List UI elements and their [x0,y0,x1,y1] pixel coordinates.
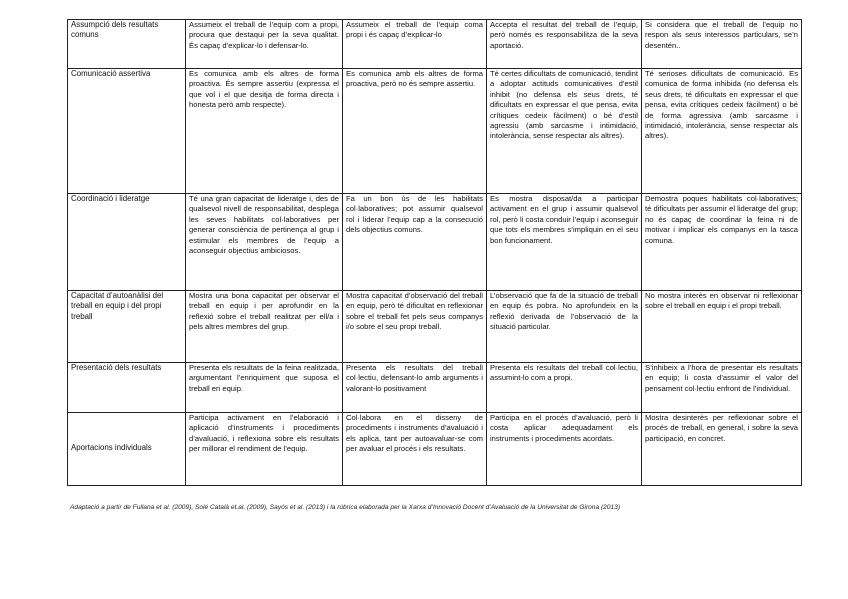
level-cell: Té certes dificultats de comunicació, tendint a adoptar actituds comunicatives d’estil inhibit (no defensa els seus drets, té dificultats en expressar el que pensa, evita crítiques cedeix fàcilment) o bé d’estil agressiu (amb sarcasme i intimidació, intolerància, sense respectar als altres). [487,69,642,194]
level-cell: Es comunica amb els altres de forma proactiva. És sempre assertiu (expressa el que vol i el que desitja de forma directa i honesta però amb respecte). [186,69,343,194]
rubric-table [67,19,802,486]
criterion-cell: Capacitat d’autoanàlisi del treball en equip i del propi treball [68,291,186,363]
level-cell: Assumeix el treball de l’equip coma propi i és capaç d’explicar-lo [343,20,487,69]
level-cell: Presenta els resultats del treball col·lectiu, assumint-lo com a propi. [487,363,642,413]
table-row [68,291,802,363]
level-cell: Mostra una bona capacitat per observar el treball en equip i per aprofundir en la reflexió sobre el treball realitzat per ell/a i pels altres membres del grup. [186,291,343,363]
source-caption: Adaptació a partir de Fullana et al. (2009), Solé Català et.al. (2009), Sayós et al. (2013) i la rúbrica elaborada per la Xarxa d’Innovació Docent d’Avaluació de la Universitat de Girona (2013) [70,504,621,511]
table-row [68,69,802,194]
level-cell: Accepta el resultat del treball de l’equip, però només es responsabilitza de la seva aportació. [487,20,642,69]
criterion-cell: Aportacions individuals [68,413,186,486]
level-cell: Participa en el procés d’avaluació, però li costa aplicar adequadament els instruments i procediments acordats. [487,413,642,486]
table-row [68,413,802,486]
level-cell: Participa activament en l’elaboració i aplicació d’instruments i procediments d’avaluació, i reflexiona sobre els resultats per millorar el rendiment de l’equip. [186,413,343,486]
level-cell: Mostra capacitat d’observació del treball en equip, però té dificultat en reflexionar sobre el treball fet pels seus companys i/o sobre el seu propi treball. [343,291,487,363]
level-cell: Demostra poques habilitats col·laboratives; té dificultats per assumir el lideratge del grup; no és capaç de coordinar la feina ni de motivar i implicar els companys en la tasca comuna. [642,194,802,291]
level-cell: S’inhibeix a l’hora de presentar els resultats en equip; li costa d’assumir el valor del pensament col·lectiu enfront de l’individual. [642,363,802,413]
level-cell: Assumeix el treball de l’equip com a propi, procura que destaqui per la seva qualitat. És capaç d’explicar-lo i defensar-lo. [186,20,343,69]
table-row [68,363,802,413]
criterion-cell: Comunicació assertiva [68,69,186,194]
level-cell: Presenta els resultats del treball col·lectiu, defensant-lo amb arguments i valorant-lo positivament [343,363,487,413]
level-cell: Mostra desinterès per reflexionar sobre el procés de treball, en general, i sobre la seva participació, en concret. [642,413,802,486]
level-cell: No mostra interès en observar ni reflexionar sobre el treball en equip i el propi treball. [642,291,802,363]
table-row [68,20,802,69]
level-cell: Es comunica amb els altres de forma proactiva, però no és sempre assertiu. [343,69,487,194]
level-cell: Presenta els resultats de la feina realitzada, argumentant l’enriquiment que suposa el treball en equip. [186,363,343,413]
level-cell: Es mostra disposat/da a participar activament en el grup i assumir qualsevol rol, però li costa conduir l’equip i aconseguir que tots els membres s’impliquin en el seu bon funcionament. [487,194,642,291]
criterion-cell: Assumpció dels resultats comuns [68,20,186,69]
table-row [68,194,802,291]
level-cell: Si considera que el treball de l’equip no respon als seus interessos particulars, se’n desentén.. [642,20,802,69]
level-cell: Fa un bon ús de les habilitats col·laboratives; pot assumir qualsevol rol i liderar l’equip cap a la consecució dels objectius comuns. [343,194,487,291]
criterion-cell: Presentació dels resultats [68,363,186,413]
criterion-cell: Coordinació i lideratge [68,194,186,291]
level-cell: Té serioses dificultats de comunicació. Es comunica de forma inhibida (no defensa els seus drets, té dificultats en expressar el que pensa, evita crítiques cedeix fàcilment) o bé de forma agressiva (amb sarcasme i intimidació, intolerància, sense respectar als altres). [642,69,802,194]
level-cell: Col·labora en el disseny de procediments i instruments d’avaluació i els aplica, tant per autoavaluar-se com per avaluar el procés i els resultats. [343,413,487,486]
level-cell: L’observació que fa de la situació de treball en equip és pobra. No aprofundeix en la reflexió derivada de l’observació de la situació particular. [487,291,642,363]
level-cell: Té una gran capacitat de lideratge i, des de qualsevol nivell de responsabilitat, desplega les seves habilitats col·laboratives per generar consciència de pertinença al grup i estimular els membres de l’equip a aconseguir objectius ambiciosos. [186,194,343,291]
